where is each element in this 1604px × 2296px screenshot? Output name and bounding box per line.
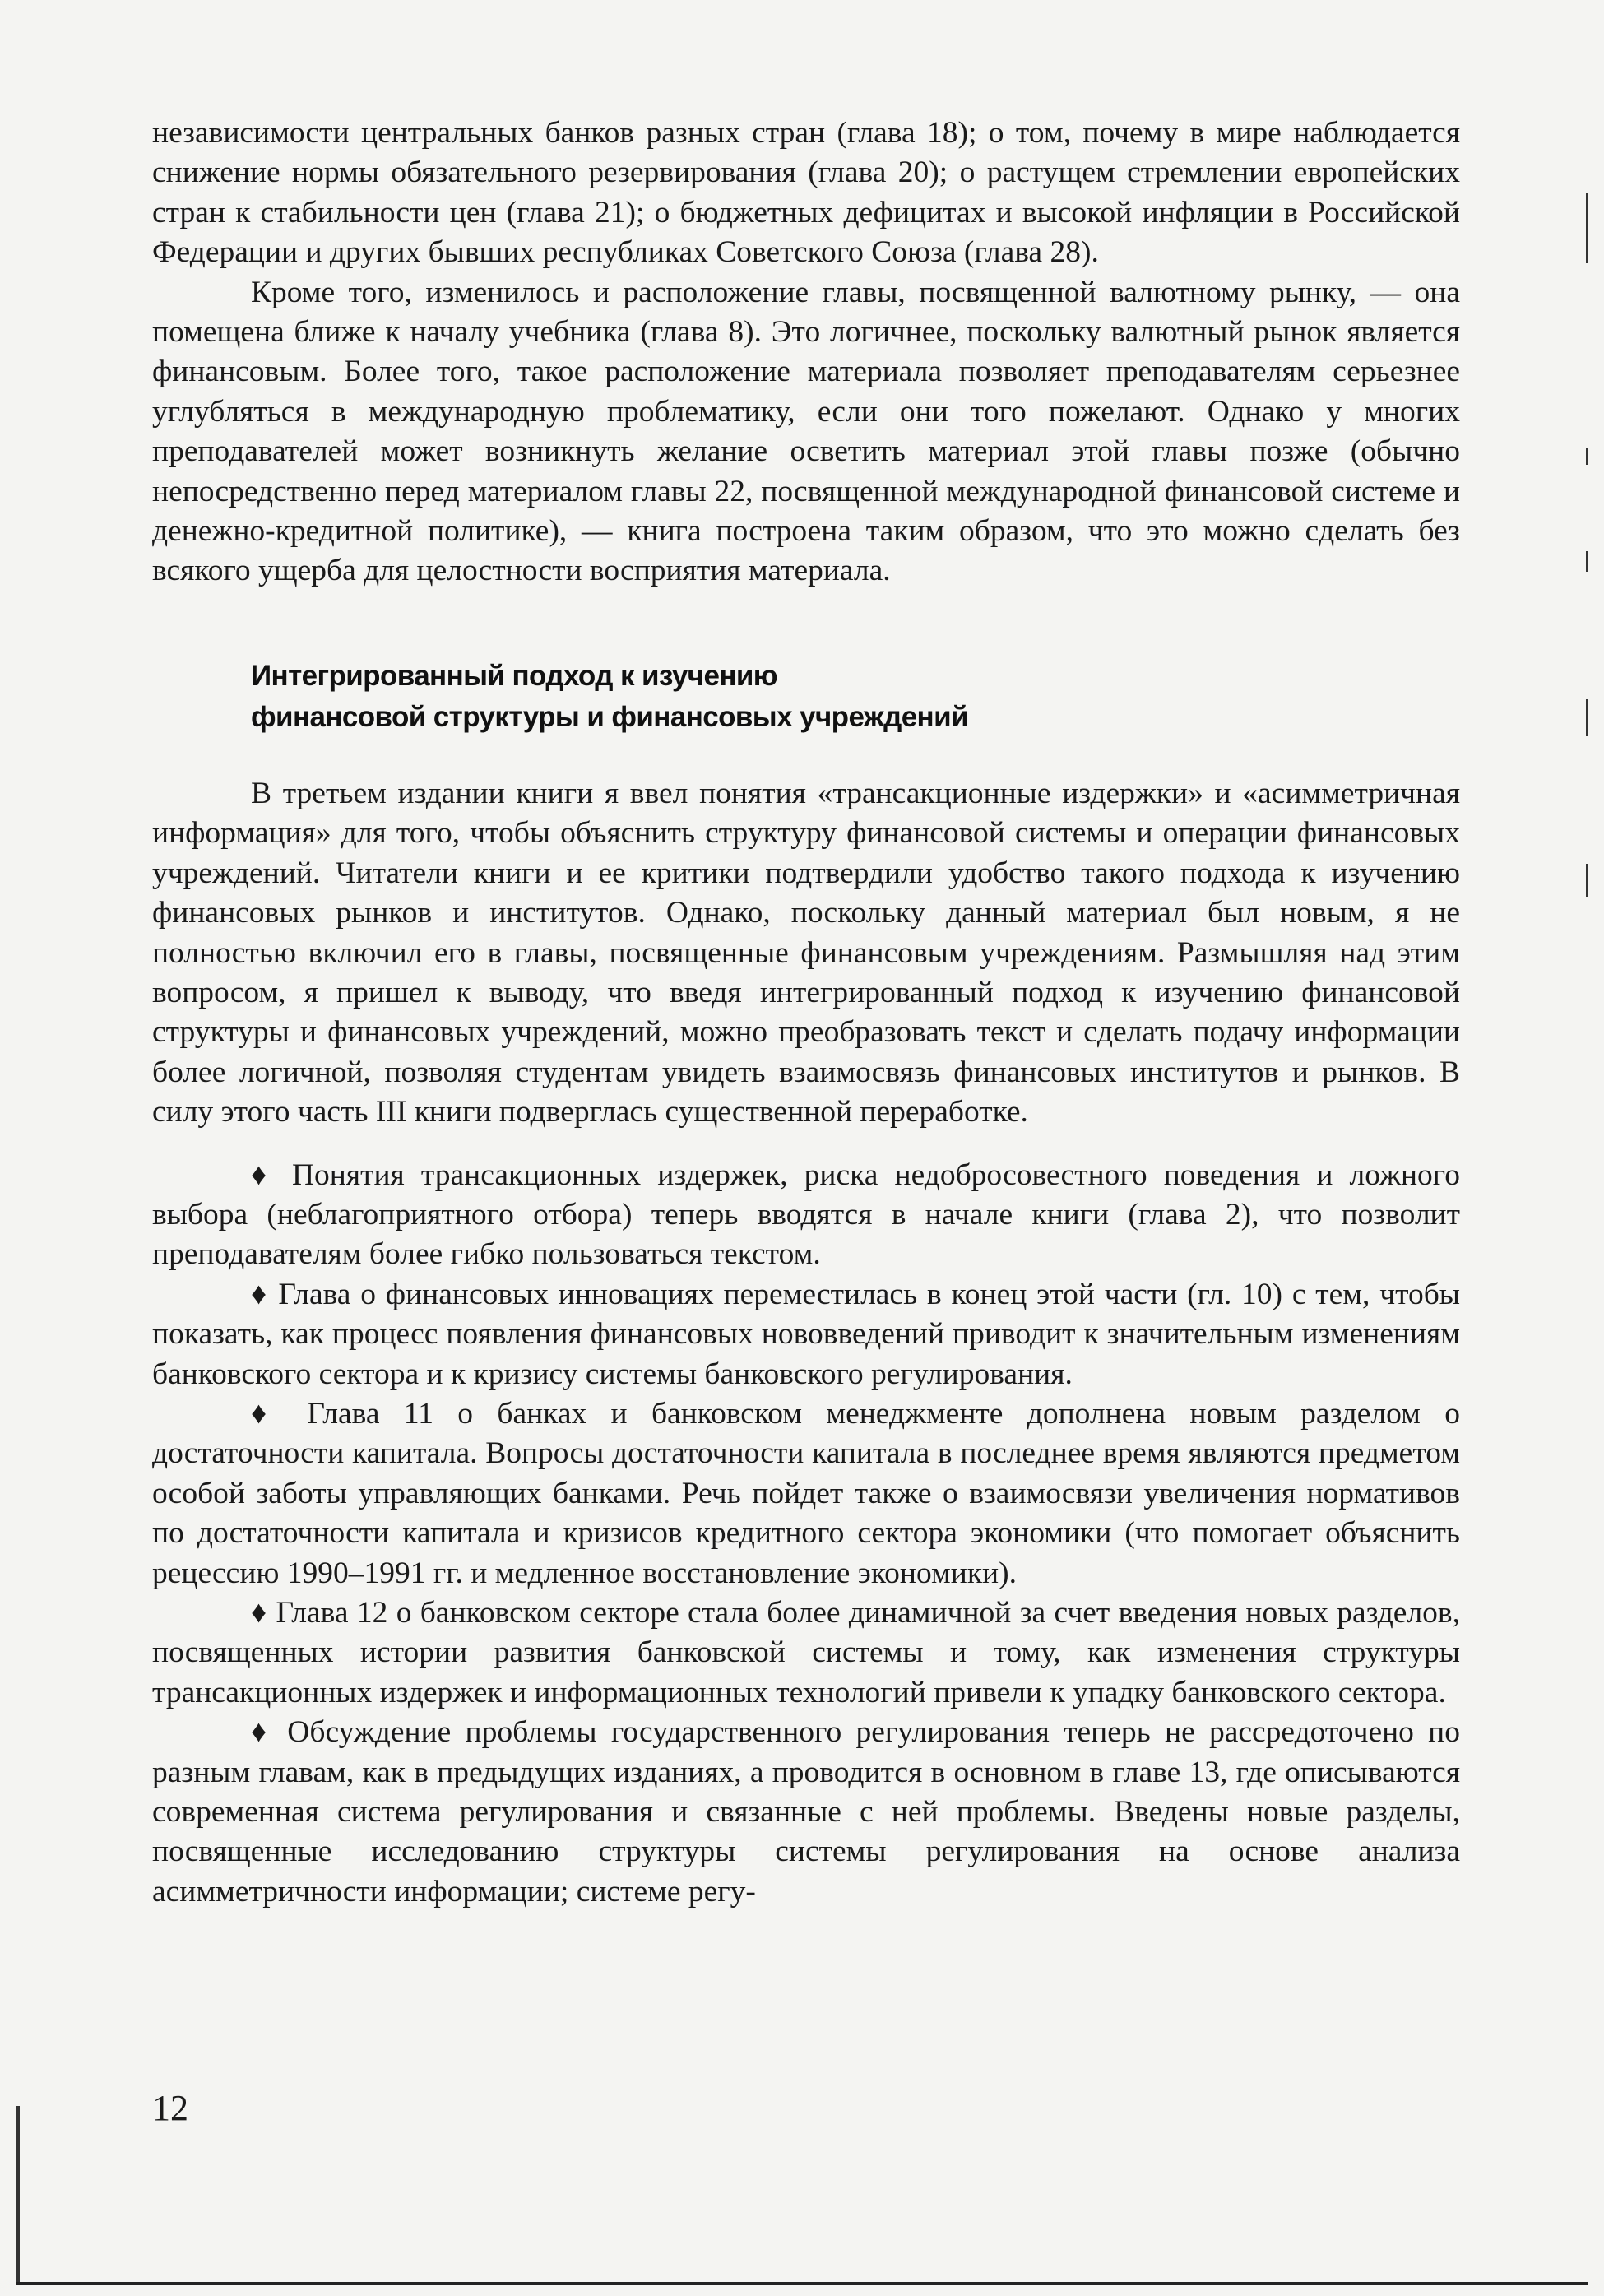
section-heading-line-2: финансовой структуры и финансовых учреждений xyxy=(251,700,968,733)
section-heading-line-1: Интегрированный подход к изучению xyxy=(251,659,778,692)
bullet-item-transaction-costs: ♦ Понятия трансакционных издержек, риска недобросовестного поведения и ложного выбора (неблагоприятного отбора) теперь вводятся в начале книги (глава 2), что позволит преподавателям более гибко пользоваться текстом. xyxy=(152,1157,1460,1272)
scan-bottom-edge xyxy=(16,2282,1588,2285)
scan-margin-mark xyxy=(1586,699,1588,736)
paragraph-integrated-approach: В третьем издании книги я ввел понятия «трансакционные издержки» и «асимметричная информация» для того, чтобы объяснить структуру финансовой системы и операции финансовых учреждений. Читатели книги и ее критики подтвердили удобство такого подхода к изучению финансовых рынков и институтов. Однако, поскольку данный материал был новым, я не полностью включил его в главы, посвященные финансовым учреждениям. Размышляя над этим вопросом, я пришел к выводу, что введя интегрированный подход к изучению финансовой структуры и финансовых учреждений, можно преобразовать текст и сделать подачу информации более логичной, позволяя студентам увидеть взаимосвязь финансовых институтов и рынков. В силу этого часть III книги подверглась существенной переработке. xyxy=(152,776,1460,1129)
page-body xyxy=(152,114,1460,1912)
scan-margin-mark xyxy=(1586,193,1588,263)
section-heading xyxy=(251,656,1460,738)
paragraph-continuation: независимости центральных банков разных стран (глава 18); о том, почему в мире наблюдается снижение нормы обязательного резервирования (глава 20); о растущем стремлении европейских стран к стабильности цен (глава 21); о бюджетных дефицитах и высокой инфляции в Российской Федерации и других бывших республиках Советского Союза (глава 28). xyxy=(152,116,1460,270)
bullet-item-financial-innovation: ♦ Глава о финансовых инновациях переместилась в конец этой части (гл. 10) с тем, чтобы показать, как процесс появления финансовых нововведений приводит к значительным изменениям банковского сектора и к кризису системы банковского регулирования. xyxy=(152,1277,1460,1391)
scan-margin-mark xyxy=(1586,551,1588,572)
bullet-item-chapter-11: ♦ Глава 11 о банках и банковском менеджменте дополнена новым разделом о достаточности капитала. Вопросы достаточности капитала в последнее время являются предметом особой заботы управляющих банками. Речь пойдет также о взаимосвязи увеличения нормативов по достаточности капитала и кризисов кредитного сектора экономики (что помогает объяснить рецессию 1990–1991 гг. и медленное восстановление экономики). xyxy=(152,1396,1460,1590)
page-number: 12 xyxy=(152,2088,188,2128)
scan-margin-mark xyxy=(1586,864,1588,897)
scan-left-edge xyxy=(16,2106,20,2284)
scan-margin-mark xyxy=(1586,448,1588,465)
paragraph-chapter-placement: Кроме того, изменилось и расположение главы, посвященной валютному рынку, — она помещена ближе к началу учебника (глава 8). Это логичнее, поскольку валютный рынок является финансовым. Более того, такое расположение материала позволяет преподавателям серьезнее углубляться в международную проблематику, если они того пожелают. Однако у многих преподавателей может возникнуть желание осветить материал этой главы позже (обычно непосредственно перед материалом главы 22, посвященной международной финансовой системе и денежно-кредитной политике), — книга построена таким образом, что это можно сделать без всякого ущерба для целостности восприятия материала. xyxy=(152,275,1460,588)
bullet-item-chapter-12: ♦ Глава 12 о банковском секторе стала более динамичной за счет введения новых разделов, посвященных истории развития банковской системы и тому, как изменения структуры трансакционных издержек и информационных технологий привели к упадку банковского сектора. xyxy=(152,1596,1460,1709)
bullet-item-regulation: ♦ Обсуждение проблемы государственного регулирования теперь не рассредоточено по разным главам, как в предыдущих изданиях, а проводится в основном в главе 13, где описываются современная система регулирования и связанные с ней проблемы. Введены новые разделы, посвященные исследованию структуры системы регулирования на основе анализа асимметричности информации; системе регу- xyxy=(152,1715,1460,1909)
